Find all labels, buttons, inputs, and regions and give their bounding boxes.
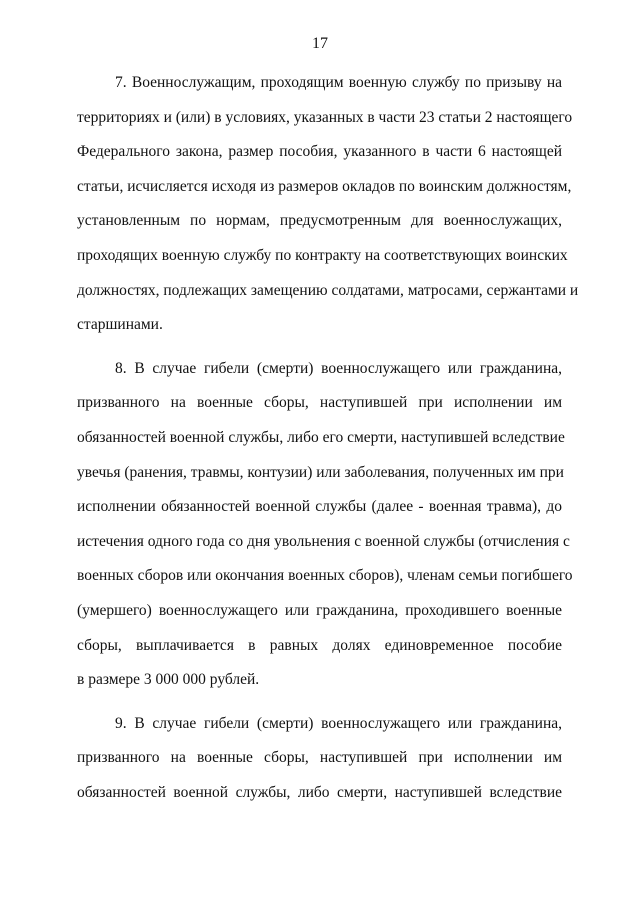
document-body [77, 66, 579, 810]
text-line: исполнении обязанностей военной службы (далее - военная травма), до [77, 498, 562, 516]
text-line: проходящих военную службу по контракту на соответствующих воинских [77, 246, 568, 264]
text-line: статьи, исчисляется исходя из размеров окладов по воинским должностям, [77, 177, 572, 195]
text-line: установленным по нормам, предусмотренным для военнослужащих, [77, 212, 562, 230]
text-line: призванного на военные сборы, наступившей при исполнении им [77, 394, 562, 412]
page-number: 17 [312, 35, 328, 52]
text-line: сборы, выплачивается в равных долях единовременное пособие [77, 636, 562, 654]
text-line: должностях, подлежащих замещению солдатами, матросами, сержантами и [77, 281, 579, 299]
text-line: 9. В случае гибели (смерти) военнослужащего или гражданина, [115, 714, 562, 732]
text-line: (умершего) военнослужащего или гражданина, проходившего военные [77, 601, 562, 619]
paragraph-8 [77, 352, 573, 698]
text-line: в размере 3 000 000 рублей. [77, 671, 260, 689]
text-line: Федерального закона, размер пособия, указанного в части 6 настоящей [77, 143, 562, 161]
text-line: территориях и (или) в условиях, указанных в части 23 статьи 2 настоящего [77, 108, 573, 126]
text-line: военных сборов или окончания военных сборов), членам семьи погибшего [77, 567, 573, 585]
text-line: истечения одного года со дня увольнения с военной службы (отчисления с [77, 532, 570, 550]
text-line: обязанностей военной службы, либо смерти, наступившей вследствие [77, 783, 562, 801]
text-line: увечья (ранения, травмы, контузии) или заболевания, полученных им при [77, 463, 564, 481]
text-line: старшинами. [77, 316, 163, 334]
text-line: 8. В случае гибели (смерти) военнослужащего или гражданина, [115, 359, 562, 377]
text-line: призванного на военные сборы, наступившей при исполнении им [77, 749, 562, 767]
paragraph-7 [77, 66, 579, 343]
text-line: обязанностей военной службы, либо его смерти, наступившей вследствие [77, 428, 565, 446]
text-line: 7. Военнослужащим, проходящим военную службу по призыву на [115, 74, 562, 91]
paragraph-9 [77, 707, 562, 811]
